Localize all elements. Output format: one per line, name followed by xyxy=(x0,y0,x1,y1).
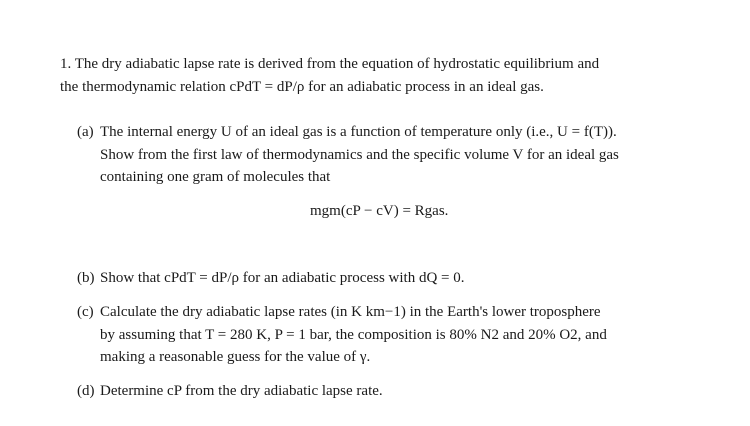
part-d-text-1: Determine cP from the dry adiabatic lapse rate. xyxy=(100,383,383,399)
part-b-label: (b) xyxy=(77,270,95,286)
part-c-line-1 xyxy=(77,302,601,322)
part-a-label: (a) xyxy=(77,124,94,140)
part-c-line-3: making a reasonable guess for the value of γ. xyxy=(100,349,371,365)
part-d-line-1 xyxy=(77,381,383,401)
part-c-label: (c) xyxy=(77,304,94,320)
intro-line-1: 1. The dry adiabatic lapse rate is derived from the equation of hydrostatic equilibrium and xyxy=(60,56,600,72)
intro-line-2: the thermodynamic relation cPdT = dP/ρ for an adiabatic process in an ideal gas. xyxy=(60,79,544,95)
part-d-label: (d) xyxy=(77,383,95,399)
part-a-line-3: containing one gram of molecules that xyxy=(100,169,331,185)
part-b-text-1: Show that cPdT = dP/ρ for an adiabatic process with dQ = 0. xyxy=(100,270,465,286)
part-a-equation: mgm(cP − cV) = Rgas. xyxy=(310,203,449,219)
part-a-text-1: The internal energy U of an ideal gas is a function of temperature only (i.e., U = f(T)). xyxy=(100,124,617,140)
part-c-line-2: by assuming that T = 280 K, P = 1 bar, the composition is 80% N2 and 20% O2, and xyxy=(100,327,607,343)
part-c-text-1: Calculate the dry adiabatic lapse rates (in K km−1) in the Earth's lower troposphere xyxy=(100,304,601,320)
part-a-line-2: Show from the first law of thermodynamics and the specific volume V for an ideal gas xyxy=(100,147,619,163)
part-b-line-1 xyxy=(77,268,465,288)
part-a-line-1 xyxy=(77,122,617,142)
